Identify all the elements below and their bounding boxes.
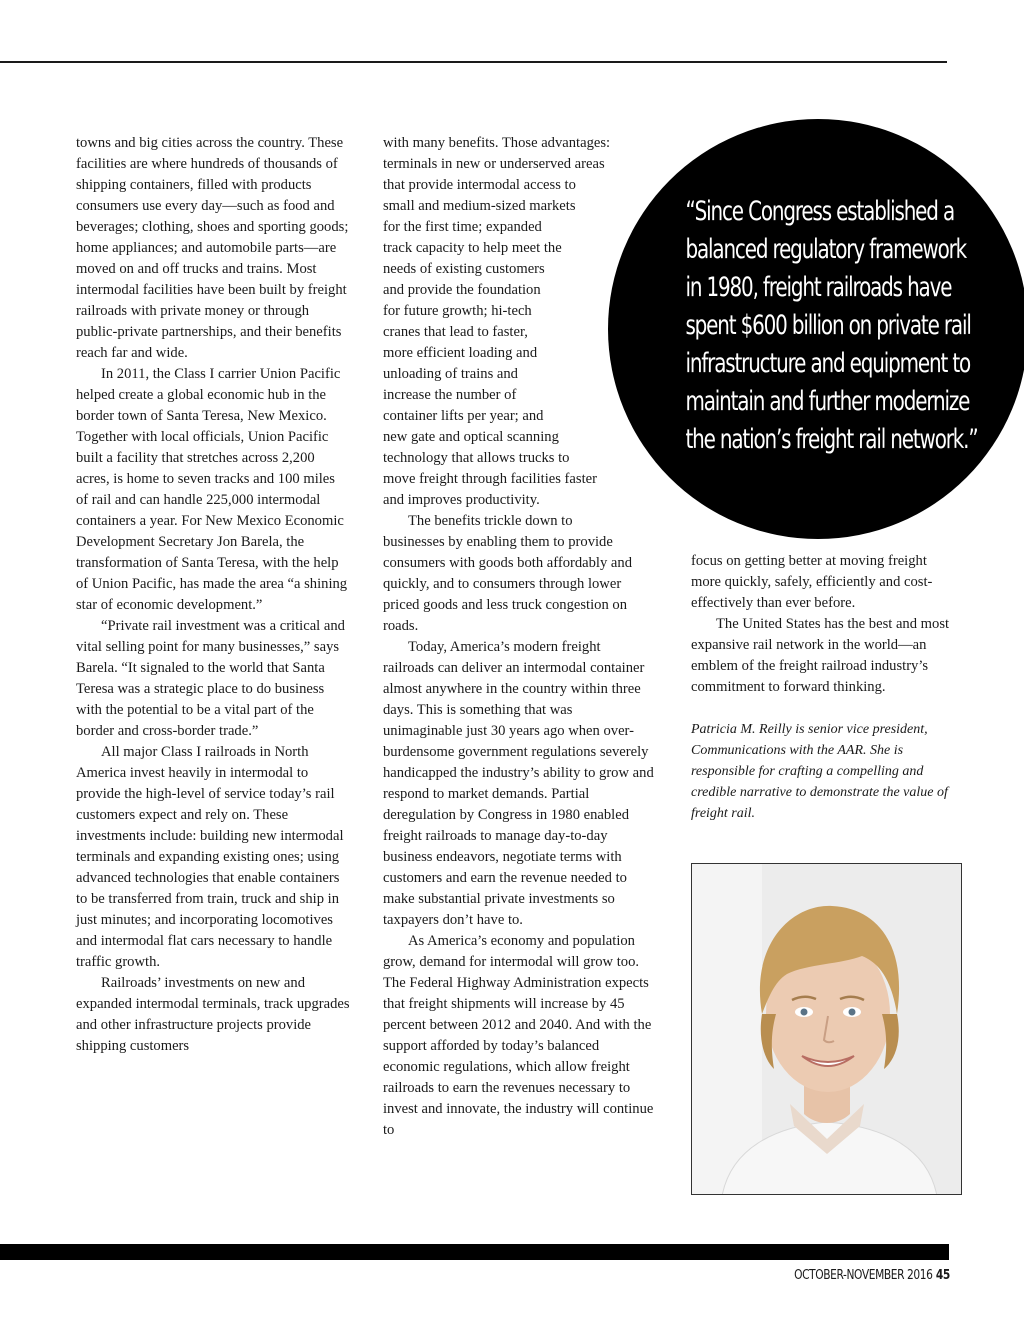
paragraph: Today, America’s modern freight railroads can deliver an intermodal container almost anywhere in the country within three days. This is something that was unimaginable just 30 years ago when over-burdensome government regulations severely handicapped the industry’s ability to grow and respond to market demands. Partial deregulation by Congress in 1980 enabled freight railroads to manage day-to-day business endeavors, negotiate terms with customers and earn the revenue needed to make substantial private investments so taxpayers don’t have to. xyxy=(383,639,654,928)
paragraph: The United States has the best and most expansive rail network in the world—an emblem of the freight railroad industry’s commitment to forward thinking. xyxy=(691,616,950,695)
pull-quote-line: in 1980, freight railroads have xyxy=(685,272,952,303)
issue-date: OCTOBER-NOVEMBER 2016 xyxy=(794,1268,933,1283)
page-number: 45 xyxy=(935,1268,950,1283)
pull-quote-line: spent $600 billion on private rail xyxy=(685,310,971,341)
pull-quote-line: infrastructure and equipment to xyxy=(685,348,971,379)
author-bio: Patricia M. Reilly is senior vice president, Communications with the AAR. She is responsible for crafting a compelling and credible narrative to demonstrate the value of freight rail. xyxy=(691,722,948,821)
paragraph: As America’s economy and population grow, demand for intermodal will grow too. The Federal Highway Administration expects that freight shipments will increase by 45 percent between 2012 and 2040. And with the support afforded by today’s balanced economic regulations, which allow freight railroads to earn the revenues necessary to invest and innovate, the industry will continue to xyxy=(383,933,654,1138)
paragraph: “Private rail investment was a critical and vital selling point for many businesses,” says Barela. “It signaled to the world that Santa Teresa was a strategic place to do business with the potential to be a vital part of the border and cross-border trade.” xyxy=(76,618,345,739)
paragraph: All major Class I railroads in North America invest heavily in intermodal to provide the high-level of service today’s rail customers expect and rely on. These investments include: building new intermodal terminals and expanding existing ones; using advanced technologies that enable containers to be transferred from train, truck and ship in just minutes; and incorporating locomotives and intermodal flat cars necessary to handle traffic growth. xyxy=(76,744,344,970)
paragraph: with many benefits. Those advantages: terminals in new or underserved areas that provide intermodal access to small and medium-sized markets for the first time; expanded track capacity to help meet the needs of existing customers and provide the foundation for future growth; hi-tech cranes that lead to faster, more efficient loading and unloading of trains and increase the number of container lifts per year; and new gate and optical scanning technology that allows trucks to move freight through facilities faster and improves productivity. xyxy=(383,135,611,508)
pull-quote-line: balanced regulatory framework xyxy=(685,234,967,265)
paragraph: The benefits trickle down to businesses by enabling them to provide consumers with goods both affordably and quickly, and to consumers through lower priced goods and less truck congestion on roads. xyxy=(383,513,632,634)
top-rule xyxy=(0,61,947,63)
portrait-illustration xyxy=(692,864,962,1195)
paragraph: Railroads’ investments on new and expanded intermodal terminals, track upgrades and other infrastructure projects provide shipping customers xyxy=(76,975,350,1054)
page-footer xyxy=(794,1268,950,1283)
paragraph: towns and big cities across the country. These facilities are where hundreds of thousands of shipping containers, filled with products consumers use every day—such as food and beverages; clothing, shoes and sporting goods; home appliances; and automobile parts—are moved on and off trucks and trains. Most intermodal facilities have been built by freight railroads with private money or through public-private partnerships, and their benefits reach far and wide. xyxy=(76,135,349,361)
pull-quote-circle xyxy=(608,119,1024,539)
bottom-bar xyxy=(0,1244,949,1260)
pull-quote-line: “Since Congress established a xyxy=(685,196,955,227)
author-photo xyxy=(691,863,962,1195)
paragraph: focus on getting better at moving freight more quickly, safely, efficiently and cost-effectively than ever before. xyxy=(691,553,933,611)
pull-quote-line: the nation’s freight rail network.” xyxy=(685,424,978,455)
pull-quote xyxy=(685,193,978,459)
article-column-3 xyxy=(691,551,953,824)
paragraph: In 2011, the Class I carrier Union Pacific helped create a global economic hub in the border town of Santa Teresa, New Mexico. Together with local officials, Union Pacific built a facility that stretches across 2,200 acres, is home to seven tracks and 100 miles of rail and can handle 225,000 intermodal containers a year. For New Mexico Economic Development Secretary Jon Barela, the transformation of Santa Teresa, with the help of Union Pacific, has made the area “a shining star of economic development.” xyxy=(76,366,348,613)
article-column-1 xyxy=(76,133,350,1057)
pull-quote-line: maintain and further modernize xyxy=(685,386,970,417)
